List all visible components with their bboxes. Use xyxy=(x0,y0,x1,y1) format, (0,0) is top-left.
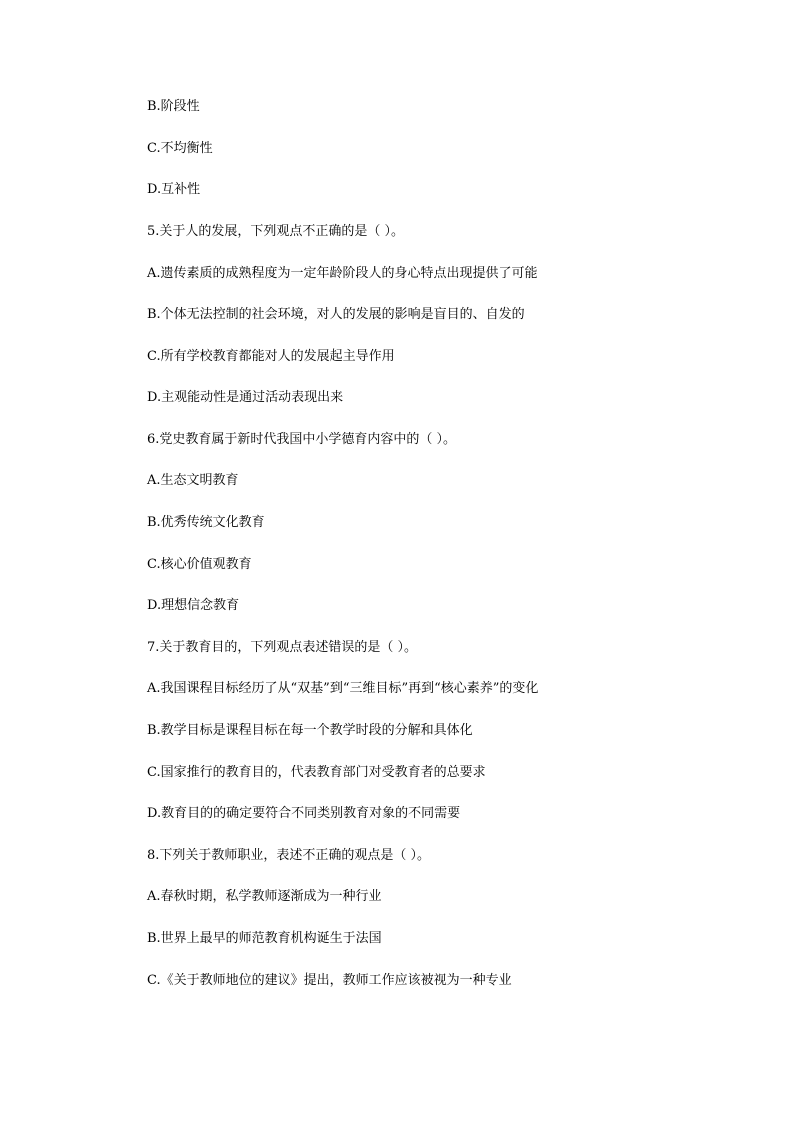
question-7-option-c: C.国家推行的教育目的，代表教育部门对受教育者的总要求 xyxy=(147,765,486,780)
question-8-option-a: A.春秋时期，私学教师逐渐成为一种行业 xyxy=(147,889,382,904)
question-5-stem: 5.关于人的发展，下列观点不正确的是（ ）。 xyxy=(147,224,405,239)
question-8-stem: 8.下列关于教师职业，表述不正确的观点是（ ）。 xyxy=(147,848,431,863)
question-6-option-c: C.核心价值观教育 xyxy=(147,557,252,572)
question-6-option-d: D.理想信念教育 xyxy=(147,598,240,613)
question-5-option-b: B.个体无法控制的社会环境，对人的发展的影响是盲目的、自发的 xyxy=(147,307,525,322)
question-8-option-c: C.《关于教师地位的建议》提出，教师工作应该被视为一种专业 xyxy=(147,973,512,988)
question-5-option-a: A.遗传素质的成熟程度为一定年龄阶段人的身心特点出现提供了可能 xyxy=(147,266,538,281)
question-6-option-a: A.生态文明教育 xyxy=(147,473,239,488)
option-c-line: C.不均衡性 xyxy=(147,141,213,156)
question-8-option-b: B.世界上最早的师范教育机构诞生于法国 xyxy=(147,931,382,946)
question-7-stem: 7.关于教育目的，下列观点表述错误的是（ ）。 xyxy=(147,640,418,655)
question-5-option-d: D.主观能动性是通过活动表现出来 xyxy=(147,390,344,405)
question-5-option-c: C.所有学校教育都能对人的发展起主导作用 xyxy=(147,349,395,364)
question-6-option-b: B.优秀传统文化教育 xyxy=(147,515,265,530)
question-7-option-d: D.教育目的的确定要符合不同类别教育对象的不同需要 xyxy=(147,806,461,821)
question-7-option-a: A.我国课程目标经历了从“双基”到“三维目标”再到“核心素养”的变化 xyxy=(147,681,539,696)
question-6-stem: 6.党史教育属于新时代我国中小学德育内容中的（ ）。 xyxy=(147,432,457,447)
option-b-line: B.阶段性 xyxy=(147,99,200,114)
option-d-line: D.互补性 xyxy=(147,182,201,197)
question-7-option-b: B.教学目标是课程目标在每一个教学时段的分解和具体化 xyxy=(147,723,473,738)
